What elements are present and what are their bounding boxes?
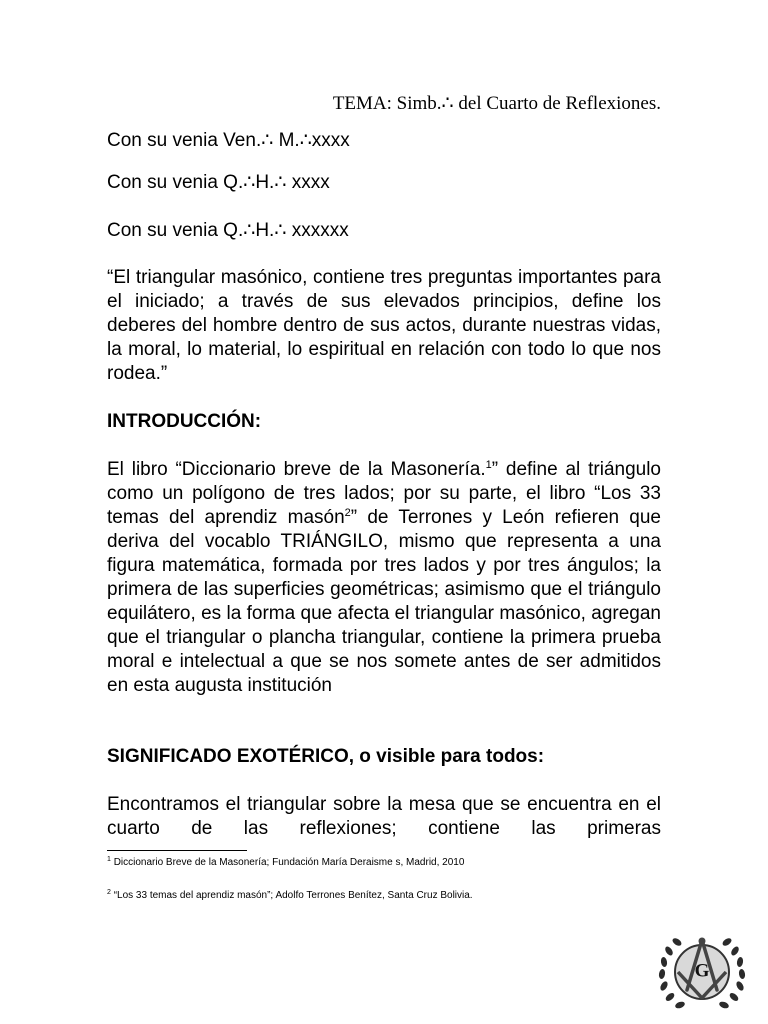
- intro-paragraph: [107, 458, 661, 698]
- intro-text-part-3: ” de Terrones y León refieren que deriva del vocablo TRIÁNGILO, mismo que representa a una figura matemática, formada por tres lados y por tres ángulos; la primera de las superficies geométricas; asimismo que el triángulo equilátero, es la forma que afecta el triangular masónico, agregan que el triangular o plancha triangular, contiene la primera prueba moral e intelectual a que se nos somete antes de ser admitidos en esta augusta institución: [107, 507, 661, 696]
- emblem-letter: G: [694, 960, 710, 982]
- exoteric-heading: SIGNIFICADO EXOTÉRICO, o visible para todos:: [107, 746, 545, 767]
- masonic-emblem-icon: [654, 928, 750, 1016]
- intro-text-part-1: El libro “Diccionario breve de la Masonería.: [107, 459, 486, 480]
- footnote-1-number: 1: [107, 856, 111, 863]
- intro-heading: INTRODUCCIÓN:: [107, 411, 262, 432]
- footnote-ref-1[interactable]: 1: [485, 459, 492, 471]
- venia-line-1: Con su venia Ven.∴ M.∴xxxx: [107, 130, 350, 151]
- footnote-ref-2[interactable]: 2: [344, 507, 351, 519]
- exoteric-paragraph: Encontramos el triangular sobre la mesa que se encuentra en el cuarto de las reflexiones; contiene las primeras: [107, 794, 661, 839]
- footnote-1-text: Diccionario Breve de la Masonería; Fundación María Deraisme s, Madrid, 2010: [113, 857, 465, 868]
- opening-quote: “El triangular masónico, contiene tres preguntas importantes para el iniciado; a través de sus elevados principios, define los deberes del hombre dentro de sus actos, durante nuestras vidas, la moral, lo material, lo espiritual en relación con todo lo que nos rodea.”: [107, 267, 661, 384]
- venia-line-3: Con su venia Q.∴H.∴ xxxxxx: [107, 220, 349, 241]
- footnote-1: [107, 856, 667, 869]
- document-title: TEMA: Simb.∴ del Cuarto de Reflexiones.: [332, 93, 661, 114]
- footnote-2-number: 2: [107, 889, 111, 896]
- footnote-2-text: “Los 33 temas del aprendiz masón”; Adolfo Terrones Benítez, Santa Cruz Bolivia.: [113, 890, 473, 901]
- footnote-2: [107, 889, 667, 902]
- venia-line-2: Con su venia Q.∴H.∴ xxxx: [107, 172, 330, 193]
- footnote-separator: [107, 850, 247, 851]
- intro-text-part-2: ” define al triángulo como un polígono de tres lados; por su parte, el libro “Los 33 temas del aprendiz masón: [107, 459, 661, 528]
